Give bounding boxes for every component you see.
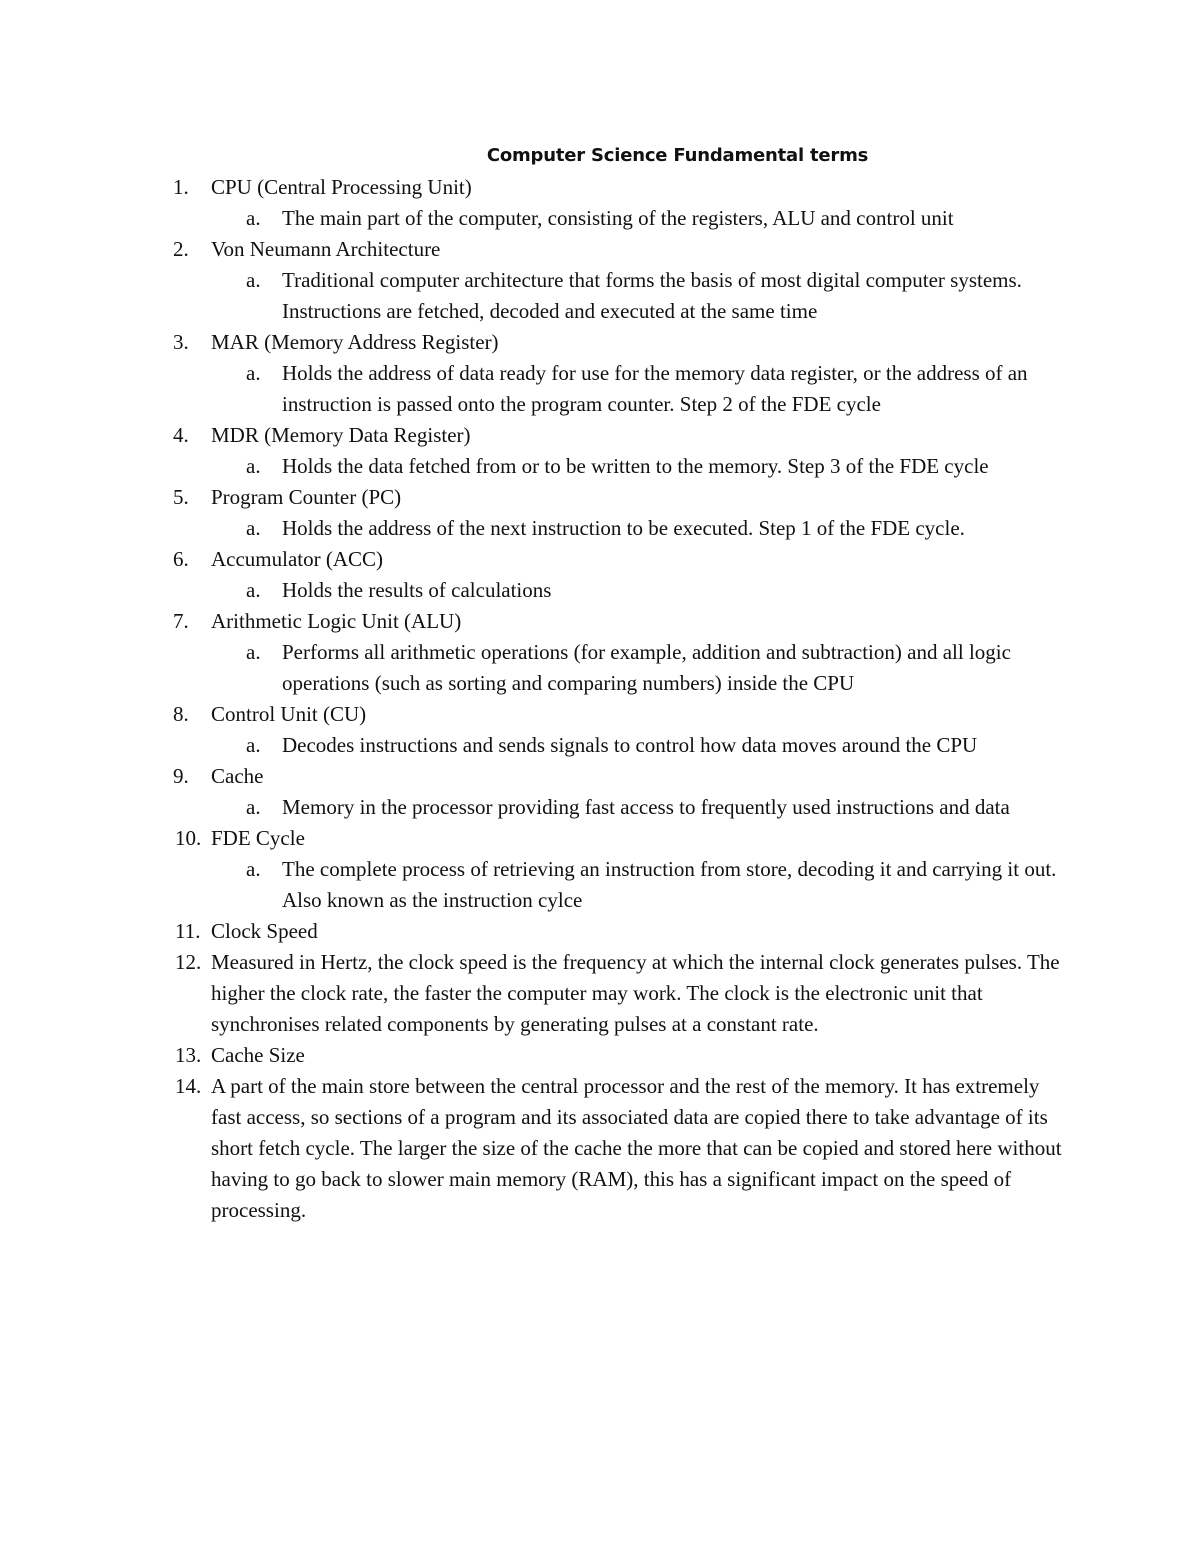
item-number: 4. [173, 423, 189, 447]
item-number: 12. [175, 950, 202, 974]
item-term: Accumulator (ACC) [211, 547, 384, 571]
sub-list [246, 730, 1071, 761]
item-definition: Traditional computer architecture that forms the basis of most digital computer systems. Instructions are fetched, decoded and executed at the same time [282, 268, 1022, 323]
sub-item [246, 854, 1071, 916]
item-term: A part of the main store between the central processor and the rest of the memory. It has extremely fast access, so sections of a program and its associated data are copied there to take advantage of its short fetch cycle. The larger the size of the cache the more that can be copied and stored here without having to go back to slower main memory (RAM), this has a significant impact on the speed of processing. [211, 1074, 1062, 1222]
sub-list [246, 358, 1071, 420]
list-item [173, 761, 1071, 823]
item-definition: Memory in the processor providing fast access to frequently used instructions and data [282, 795, 1010, 819]
list-item [173, 482, 1071, 544]
item-term: FDE Cycle [211, 826, 305, 850]
sub-list [246, 513, 1071, 544]
list-item [175, 947, 1071, 1040]
item-term: Clock Speed [211, 919, 318, 943]
item-term: Arithmetic Logic Unit (ALU) [211, 609, 462, 633]
item-number: 11. [175, 919, 201, 943]
sub-item [246, 358, 1071, 420]
sub-item [246, 451, 1071, 482]
item-term: MDR (Memory Data Register) [211, 423, 471, 447]
sub-item-marker: a. [246, 268, 261, 292]
sub-item-marker: a. [246, 206, 261, 230]
item-number: 1. [173, 175, 189, 199]
sub-list [246, 854, 1071, 916]
item-number: 13. [175, 1043, 202, 1067]
item-definition: Holds the results of calculations [282, 578, 552, 602]
list-item [175, 916, 1071, 947]
item-number: 5. [173, 485, 189, 509]
sub-list [246, 637, 1071, 699]
sub-item-marker: a. [246, 733, 261, 757]
sub-list [246, 792, 1071, 823]
list-item [173, 327, 1071, 420]
list-item [173, 606, 1071, 699]
sub-item-marker: a. [246, 857, 261, 881]
sub-item-marker: a. [246, 516, 261, 540]
sub-list [246, 265, 1071, 327]
item-definition: Decodes instructions and sends signals to control how data moves around the CPU [282, 733, 978, 757]
item-term: Control Unit (CU) [211, 702, 367, 726]
item-definition: Performs all arithmetic operations (for example, addition and subtraction) and all logic operations (such as sorting and comparing numbers) inside the CPU [282, 640, 1011, 695]
sub-item [246, 575, 1071, 606]
sub-item-marker: a. [246, 795, 261, 819]
sub-list [246, 451, 1071, 482]
item-term: Measured in Hertz, the clock speed is the frequency at which the internal clock generates pulses. The higher the clock rate, the faster the computer may work. The clock is the electronic unit that synchronises related components by generating pulses at a constant rate. [211, 950, 1060, 1036]
sub-item [246, 265, 1071, 327]
sub-item [246, 513, 1071, 544]
sub-item-marker: a. [246, 454, 261, 478]
list-item [175, 823, 1071, 916]
document-title: Computer Science Fundamental terms [486, 145, 869, 166]
list-item [173, 699, 1071, 761]
item-number: 8. [173, 702, 189, 726]
sub-item [246, 203, 1071, 234]
item-number: 7. [173, 609, 189, 633]
list-item [175, 1071, 1071, 1226]
sub-item-marker: a. [246, 361, 261, 385]
item-definition: The main part of the computer, consisting of the registers, ALU and control unit [282, 206, 954, 230]
sub-list [246, 203, 1071, 234]
sub-item [246, 730, 1071, 761]
list-item [173, 544, 1071, 606]
item-number: 6. [173, 547, 189, 571]
terms-list [173, 172, 1071, 1226]
item-definition: Holds the address of data ready for use for the memory data register, or the address of an instruction is passed onto the program counter. Step 2 of the FDE cycle [282, 361, 1028, 416]
sub-item [246, 637, 1071, 699]
list-item [173, 172, 1071, 234]
item-definition: Holds the data fetched from or to be written to the memory. Step 3 of the FDE cycle [282, 454, 989, 478]
sub-item-marker: a. [246, 578, 261, 602]
sub-list [246, 575, 1071, 606]
item-term: MAR (Memory Address Register) [211, 330, 499, 354]
item-term: Program Counter (PC) [211, 485, 402, 509]
sub-item-marker: a. [246, 640, 261, 664]
item-number: 9. [173, 764, 189, 788]
item-number: 10. [175, 826, 202, 850]
item-term: Von Neumann Architecture [211, 237, 441, 261]
item-number: 2. [173, 237, 189, 261]
item-number: 3. [173, 330, 189, 354]
list-item [173, 420, 1071, 482]
item-number: 14. [175, 1074, 202, 1098]
list-item [175, 1040, 1071, 1071]
item-term: Cache [211, 764, 264, 788]
item-term: CPU (Central Processing Unit) [211, 175, 472, 199]
item-term: Cache Size [211, 1043, 305, 1067]
sub-item [246, 792, 1071, 823]
list-item [173, 234, 1071, 327]
item-definition: The complete process of retrieving an instruction from store, decoding it and carrying it out. Also known as the instruction cylce [282, 857, 1057, 912]
item-definition: Holds the address of the next instruction to be executed. Step 1 of the FDE cycle. [282, 516, 965, 540]
